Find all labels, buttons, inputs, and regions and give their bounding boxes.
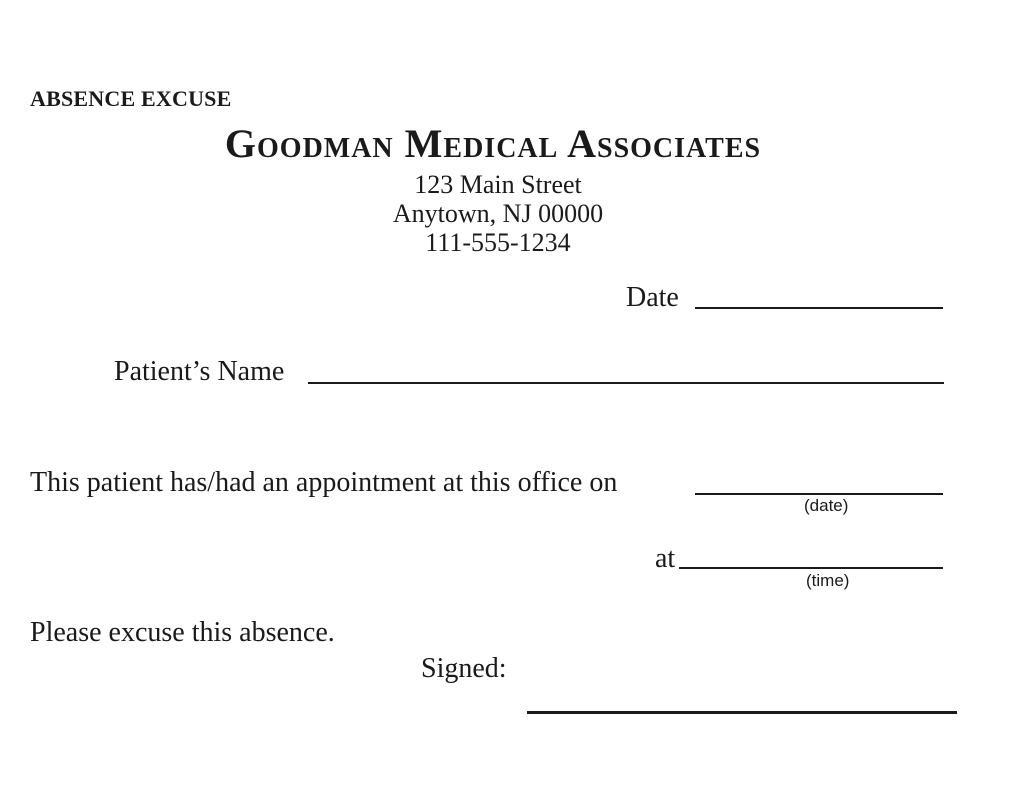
document-type-heading: ABSENCE EXCUSE	[30, 86, 232, 111]
appointment-date-hint: (date)	[804, 496, 849, 515]
address-phone: 111-555-1234	[425, 228, 571, 257]
at-label: at	[655, 543, 676, 574]
address-street: 123 Main Street	[414, 170, 582, 199]
excuse-text: Please excuse this absence.	[30, 617, 335, 648]
patient-name-field-line[interactable]	[308, 382, 944, 384]
patient-name-label: Patient’s Name	[114, 356, 285, 387]
signed-label: Signed:	[421, 653, 507, 684]
appointment-time-hint: (time)	[806, 571, 850, 590]
appointment-date-field-line[interactable]	[695, 493, 943, 495]
practice-name: Goodman Medical Associates	[224, 121, 762, 166]
signature-field-line[interactable]	[527, 711, 957, 714]
date-field-line[interactable]	[695, 307, 943, 309]
address-city: Anytown, NJ 00000	[392, 199, 604, 228]
appointment-time-field-line[interactable]	[679, 567, 943, 569]
date-label: Date	[626, 282, 679, 313]
appointment-sentence: This patient has/had an appointment at this office on	[30, 467, 618, 498]
